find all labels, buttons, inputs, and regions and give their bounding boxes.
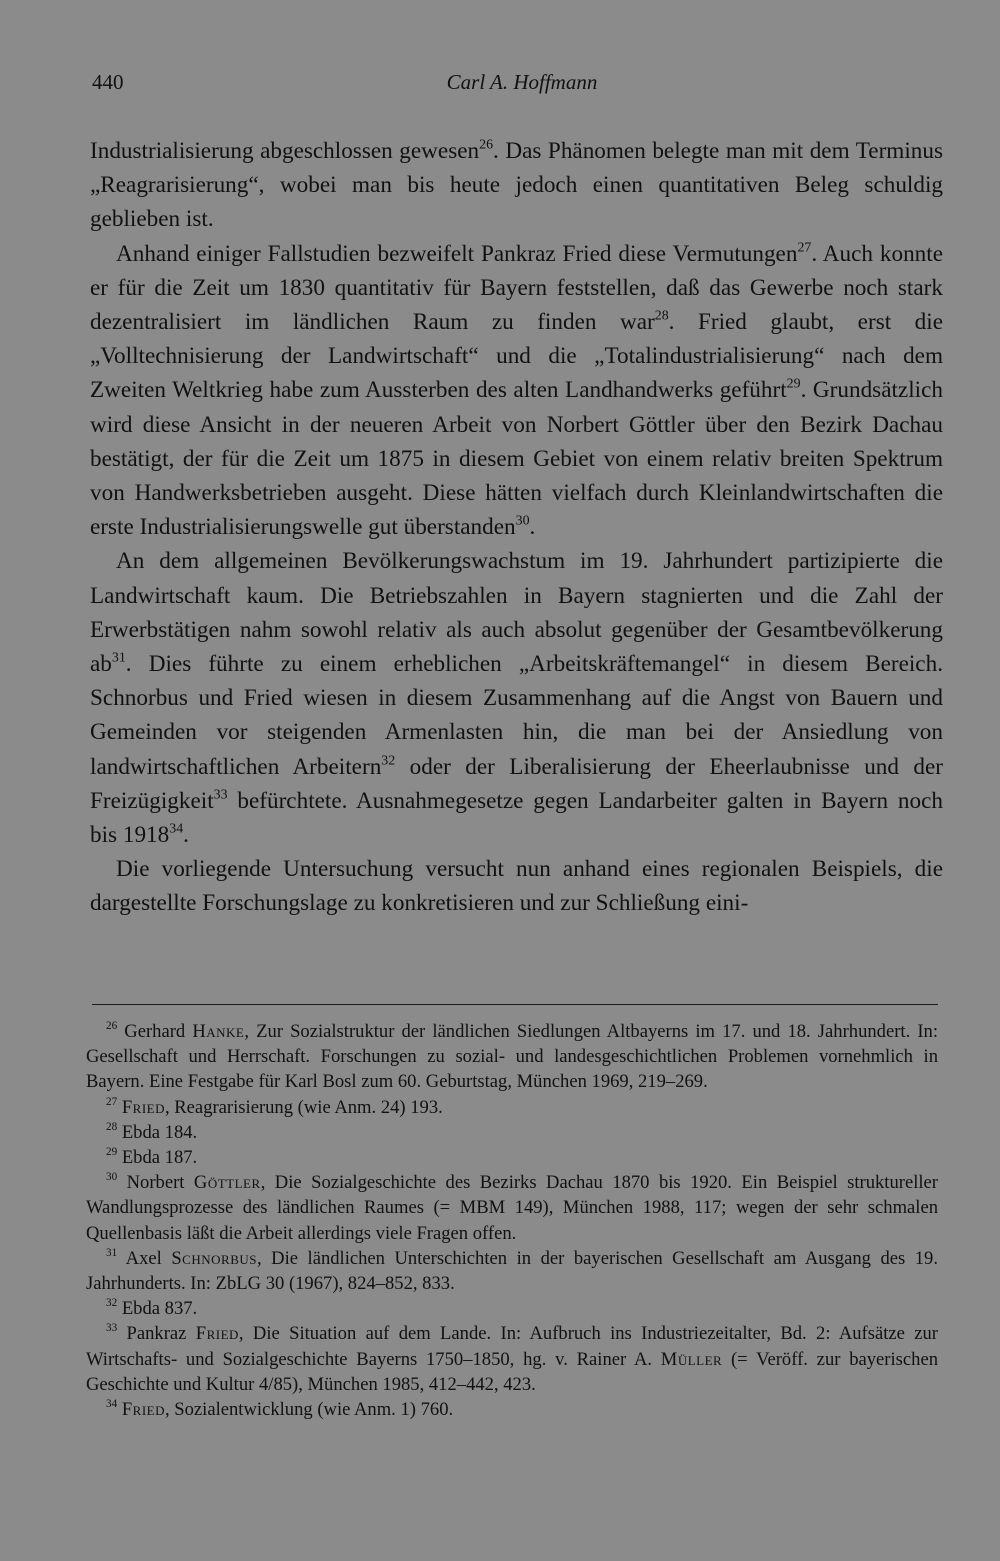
footnote-number: 28 [106,1121,118,1134]
text-run: , Die Situation auf dem Lande. In: Aufbruch ins Industriezeitalter, Bd. 2: Aufsätze zur Wirtschafts- und Sozialgeschichte Bayerns 1750–1850, hg. v. Rainer A. [86,1323,938,1370]
text-run: Ebda 187. [121,1147,198,1169]
text-run: . Auch konnte er für die Zeit um 1830 quantitativ für Bayern feststellen, daß das Gewerbe noch stark dezentralisiert im ländlichen Raum zu finden war [90,240,944,336]
footnote-ref: 30 [515,513,530,529]
footnote-ref: 34 [169,821,184,837]
text-run: befürchtete. Ausnahmegesetze gegen Landarbeiter galten in Bayern noch bis 1918 [90,787,943,849]
footnotes [86,1019,938,1422]
footnote-ref: 33 [213,787,228,803]
text-run: . [183,822,189,849]
text-run: . Das Phänomen belegte man mit dem Terminus „Reagrarisierung“, wobei man bis heute jedoch einen quantitativen Beleg schuldig geblieben ist. [90,138,943,233]
text-run: Ebda 837. [121,1298,198,1320]
footnote-33 [86,1321,938,1397]
footnote-ref: 31 [111,650,126,666]
footnote-28 [86,1120,938,1145]
author-name: Müller [660,1348,723,1370]
text-run: oder der Liberalisierung der Eheerlaubnisse und der Freizügigkeit [90,753,944,814]
footnote-number: 34 [106,1398,118,1411]
footnote-number: 27 [106,1095,118,1108]
footnote-ref: 27 [797,239,812,255]
footnote-30 [86,1170,938,1246]
text-run: Axel [125,1247,172,1269]
footnote-number: 26 [106,1020,118,1033]
main-text [90,134,943,921]
author-name: Schnorbus [171,1247,257,1269]
text-run: , Die Sozialgeschichte des Bezirks Dachau 1870 bis 1920. Ein Beispiel struktureller Wandlungsprozesse des ländlichen Raumes (= MBM 149), München 1988, 117; wegen der sehr schmalen Quellenbasis läßt die Arbeit allerdings viele Fragen offen. [86,1172,938,1244]
footnote-rule [92,1004,938,1005]
text-run: Norbert [126,1172,194,1194]
text-run: . Dies führte zu einem erheblichen „Arbeitskräftemangel“ in diesem Bereich. Schnorbus und Fried wiesen in diesem Zusammenhang auf die Angst von Bauern und Gemeinden vor steigenden Armenlasten hin, die man bei der Ansiedlung von landwirtschaftlichen Arbeitern [90,651,943,780]
page-header [92,70,952,104]
paragraph-1 [90,134,943,237]
paragraph-2 [90,237,943,545]
author-name: Göttler [193,1172,261,1194]
text-run: . Fried glaubt, erst die „Volltechnisierung der Landwirtschaft“ und die „Totalindustrialisierung“ nach dem Zweiten Weltkrieg habe zum Aussterben des alten Landhandwerks geführt [90,309,943,404]
footnote-29 [86,1145,938,1170]
footnote-number: 30 [106,1171,118,1184]
footnote-number: 29 [106,1146,118,1159]
text-run: , Sozialentwicklung (wie Anm. 1) 760. [164,1399,454,1421]
footnote-27 [86,1095,938,1120]
text-run: Anhand einiger Fallstudien bezweifelt Pankraz Fried diese Vermutungen [116,240,798,267]
footnote-31 [86,1246,938,1296]
text-run: (= Veröff. zur bayerischen Geschichte und Kultur 4/85), München 1985, 412–442, 423. [86,1348,938,1395]
text-run: , Reagrarisierung (wie Anm. 24) 193. [164,1096,443,1118]
footnote-ref: 29 [786,376,801,392]
footnote-26 [86,1019,938,1095]
text-run: , Die ländlichen Unterschichten in der bayerischen Gesellschaft am Ausgang des 19. Jahrhunderts. In: ZbLG 30 (1967), 824–852, 833. [86,1247,939,1295]
text-run: Ebda 184. [121,1121,198,1143]
text-run: Pankraz [126,1323,196,1345]
footnote-ref: 32 [381,752,396,768]
text-run: . Grundsätzlich wird diese Ansicht in der neueren Arbeit von Norbert Göttler über den Bezirk Dachau bestätigt, der für die Zeit um 1875 in diesem Gebiet von einem relativ breiten Spektrum von Handwerksbetrieben ausgeht. Diese hätten vielfach durch Kleinlandwirtschaften die erste Industrialisierungswelle gut überstanden [90,377,943,541]
author-name: Fried [121,1399,165,1421]
text-run: Gerhard [124,1021,193,1042]
running-head: Carl A. Hoffmann [446,70,598,94]
text-run: Industrialisierung abgeschlossen gewesen [90,138,480,164]
footnote-number: 33 [106,1322,118,1335]
text-run: . [529,514,536,541]
footnote-32 [86,1296,938,1321]
footnote-number: 31 [106,1247,118,1260]
footnote-number: 32 [106,1297,118,1310]
footnote-ref: 26 [479,137,494,153]
author-name: Hanke [192,1021,245,1042]
text-run: , Zur Sozialstruktur der ländlichen Siedlungen Altbayerns im 17. und 18. Jahrhundert. In: Gesellschaft und Herrschaft. Forschungen zu sozial- und landesgeschichtlichen Problemen vornehmlich in Bayern. Eine Festgabe für Karl Bosl zum 60. Geburtstag, München 1969, 219–269. [86,1021,938,1093]
author-name: Fried [195,1323,239,1345]
text-run: An dem allgemeinen Bevölkerungswachstum im 19. Jahrhundert partizipierte die Landwirtschaft kaum. Die Betriebszahlen in Bayern stagnierten und die Zahl der Erwerbstätigen nahm sowohl relativ als auch absolut gegenüber der Gesamtbevölkerung ab [90,548,943,678]
footnote-ref: 28 [654,308,669,324]
paragraph-3 [90,544,943,852]
footnote-34 [86,1397,938,1422]
paragraph-4: Die vorliegende Untersuchung versucht nun anhand eines regionalen Beispiels, die dargestellte Forschungslage zu konkretisieren und zur Schließung eini- [90,856,943,917]
page-number: 440 [92,70,124,94]
author-name: Fried [121,1096,165,1118]
